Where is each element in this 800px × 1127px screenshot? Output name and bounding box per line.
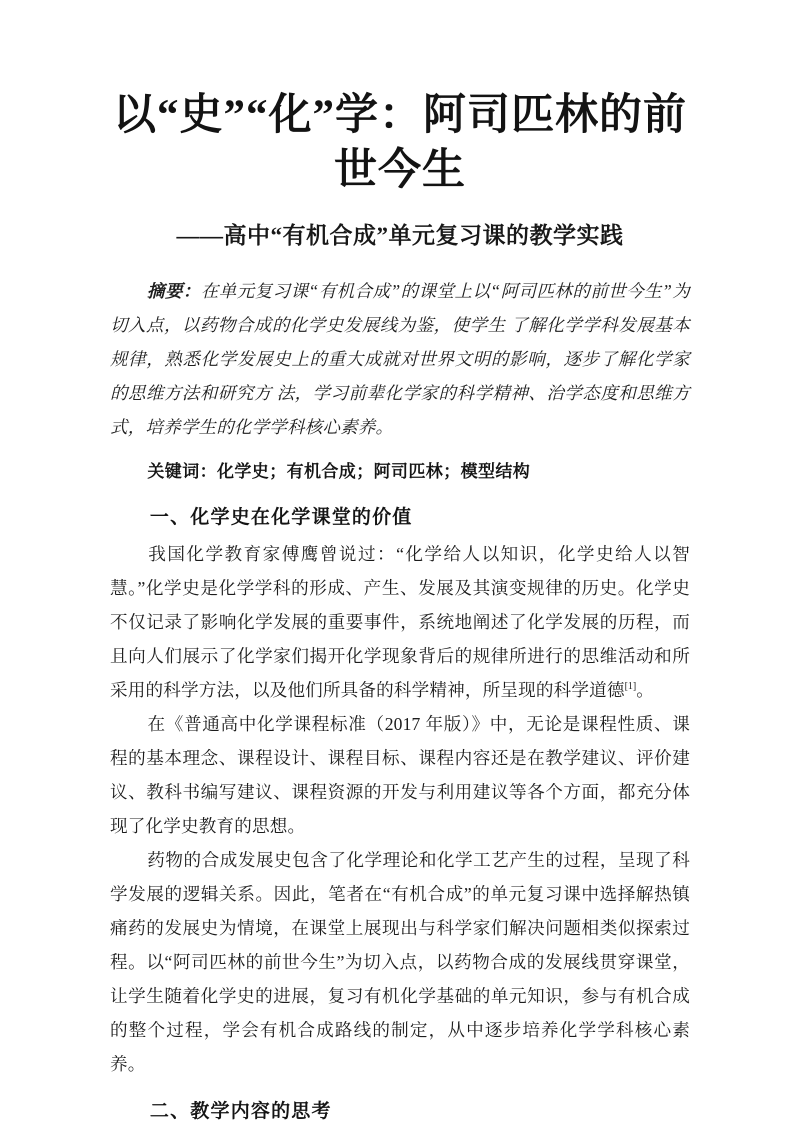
section-heading-1: 一、化学史在化学课堂的价值 — [149, 507, 413, 529]
citation-marker-1: [1] — [624, 681, 637, 693]
paragraph-2-text: 在《普通高中化学课程标准（2017 年版）》中，无论是课程性质、课程的基本理念、课程设计、课程目标、课程内容还是在教学建议、评价建议、教科书编写建议、课程资源的开发与利用建议等各个方面，都充分体现了化学史教育的思想。 — [110, 714, 690, 837]
abstract-block — [110, 274, 690, 444]
page-subtitle: ——高中“有机合成”单元复习课的教学实践 — [176, 223, 624, 249]
paragraph-1-tail: 。 — [636, 680, 654, 701]
paragraph-2 — [110, 707, 690, 843]
page-title: 以“史”“化”学：阿司匹林的前世今生 — [113, 92, 687, 195]
paragraph-1-text: 我国化学教育家傅鹰曾说过：“化学给人以知识，化学史给人以智慧。”化学史是化学学科的形成、产生、发展及其演变规律的历史。化学史不仅记录了影响化学发展的重要事件，系统地阐述了化学发展的历程，而且向人们展示了化学家们揭开化学现象背后的规律所进行的思维活动和所采用的科学方法，以及他们所具备的科学精神，所呈现的科学道德 — [110, 544, 690, 701]
abstract-text: 在单元复习课“有机合成”的课堂上以“阿司匹林的前世今生”为切入点，以药物合成的化学史发展线为鉴，使学生 了解化学学科发展基本规律，熟悉化学发展史上的重大成就对世界文明的影响，逐步了解化学家的思维方法和研究方 法，学习前辈化学家的科学精神、治学态度和思维方式，培养学生的化学学科核心素养。 — [110, 281, 690, 438]
title-block — [110, 0, 690, 252]
paragraph-3 — [110, 843, 690, 1081]
abstract-label: 摘要： — [146, 281, 201, 302]
keywords-line: 关键词：化学史；有机合成；阿司匹林；模型结构 — [147, 462, 531, 482]
paragraph-1 — [110, 537, 690, 707]
paragraph-3-text: 药物的合成发展史包含了化学理论和化学工艺产生的过程，呈现了科学发展的逻辑关系。因此，笔者在“有机合成”的单元复习课中选择解热镇痛药的发展史为情境，在课堂上展现出与科学家们解决问题相类似探索过程。以“阿司匹林的前世今生”为切入点，以药物合成的发展线贯穿课堂，让学生随着化学史的进展，复习有机化学基础的单元知识，参与有机合成的整个过程，学会有机合成路线的制定，从中逐步培养化学学科核心素养。 — [110, 850, 690, 1075]
section-heading-2: 二、教学内容的思考 — [149, 1101, 332, 1123]
